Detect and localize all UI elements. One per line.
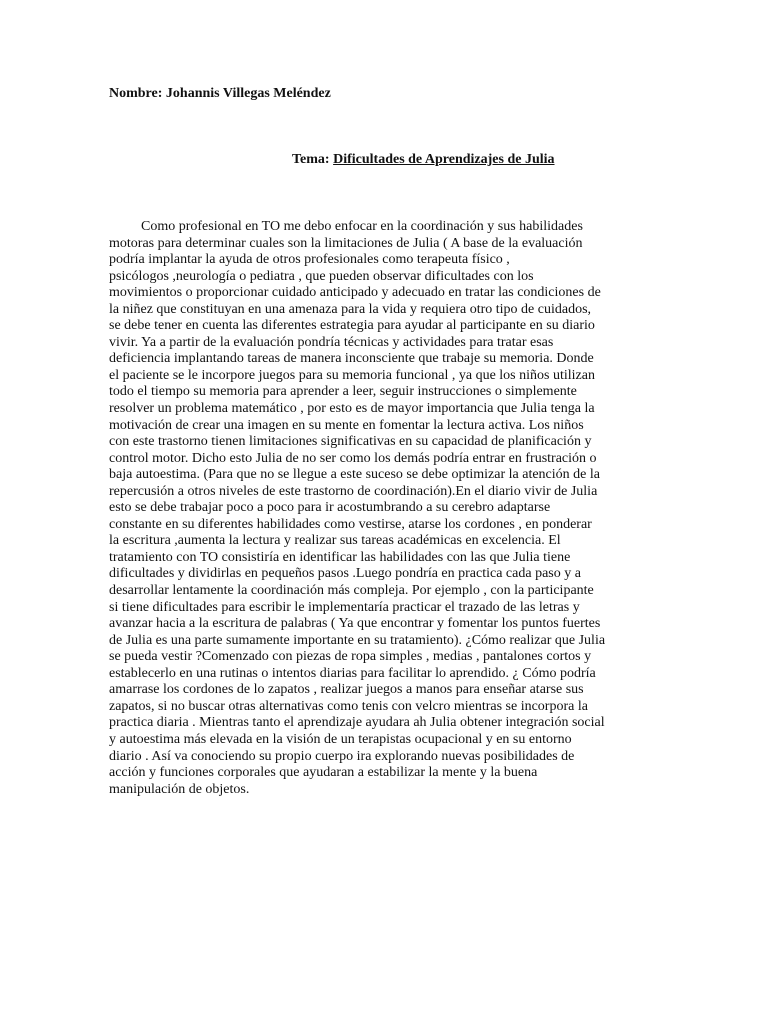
- body-line: vivir. Ya a partir de la evaluación pondría técnicas y actividades para tratar esas: [109, 334, 554, 350]
- body-line: dificultades y dividirlas en pequeños pasos .Luego pondría en practica cada paso y a: [109, 566, 581, 582]
- author-name: Johannis Villegas Meléndez: [165, 86, 331, 101]
- topic-title: Dificultades de Aprendizajes de Julia: [333, 152, 555, 167]
- body-line: se debe tener en cuenta las diferentes estrategia para ayudar al participante en su diario: [109, 318, 595, 334]
- body-line: de Julia es una parte sumamente importante en su tratamiento). ¿Cómo realizar que Julia: [109, 632, 606, 648]
- body-line: diario . Así va conociendo su propio cuerpo ira explorando nuevas posibilidades de: [109, 748, 575, 764]
- body-line: resolver un problema matemático , por esto es de mayor importancia que Julia tenga la: [109, 401, 595, 417]
- body-line: la escritura ,aumenta la lectura y realizar sus tareas académicas en excelencia. El: [109, 533, 561, 549]
- name-label: Nombre:: [109, 86, 163, 101]
- body-line: movimientos o proporcionar cuidado anticipado y adecuado en tratar las condiciones de: [109, 285, 601, 301]
- body-line: acción y funciones corporales que ayudaran a estabilizar la mente y la buena: [109, 765, 538, 781]
- body-line: practica diaria . Mientras tanto el aprendizaje ayudara ah Julia obtener integración social: [109, 715, 605, 731]
- body-line: podría implantar la ayuda de otros profesionales como terapeuta físico ,: [109, 252, 510, 268]
- topic-label: Tema:: [292, 152, 330, 167]
- body-line: constante en su diferentes habilidades como vestirse, atarse los cordones , en ponderar: [109, 516, 592, 532]
- body-paragraph: [109, 219, 605, 798]
- body-line: motoras para determinar cuales son la limitaciones de Julia ( A base de la evaluación: [109, 235, 583, 251]
- body-line: psicólogos ,neurología o pediatra , que pueden observar dificultades con los: [109, 268, 534, 284]
- body-line: se pueda vestir ?Comenzado con piezas de ropa simples , medias , pantalones cortos y: [109, 649, 592, 665]
- body-line: el paciente se le incorpore juegos para su memoria funcional , ya que los niños utilizan: [109, 367, 595, 383]
- body-line: zapatos, si no buscar otras alternativas como tenis con velcro mientras se incorpora la: [109, 698, 588, 714]
- body-line: amarrase los cordones de lo zapatos , realizar juegos a manos para enseñar atarse sus: [109, 682, 584, 698]
- body-line: y autoestima más elevada en la visión de un terapistas ocupacional y en su entorno: [109, 731, 572, 747]
- body-line: la niñez que constituyan en una amenaza para la vida y requiera otro tipo de cuidados,: [109, 301, 592, 317]
- body-line: Como profesional en TO me debo enfocar en la coordinación y sus habilidades: [141, 219, 583, 234]
- body-line: baja autoestima. (Para que no se llegue a este suceso se debe optimizar la atención de la: [109, 467, 600, 483]
- body-line: esto se debe trabajar poco a poco para ir acostumbrando a su cerebro adaptarse: [109, 500, 551, 516]
- topic-line: [292, 152, 555, 168]
- body-line: si tiene dificultades para escribir le implementaría practicar el trazado de las letras y: [109, 599, 580, 615]
- body-line: establecerlo en una rutinas o intentos diarias para facilitar lo aprendido. ¿ Cómo podría: [109, 665, 596, 681]
- body-line: avanzar hacia a la escritura de palabras ( Ya que encontrar y fomentar los puntos fuertes: [109, 616, 601, 632]
- body-line: deficiencia implantando tareas de manera inconsciente que trabaje su memoria. Donde: [109, 351, 594, 367]
- body-line: repercusión a otros niveles de este trastorno de coordinación).En el diario vivir de Julia: [109, 483, 598, 499]
- author-line: [109, 86, 331, 102]
- body-line: con este trastorno tienen limitaciones significativas en su capacidad de planificación y: [109, 434, 592, 450]
- body-line: tratamiento con TO consistiría en identificar las habilidades con las que Julia tiene: [109, 549, 571, 565]
- body-line: todo el tiempo su memoria para aprender a leer, seguir instrucciones o simplemente: [109, 384, 577, 400]
- body-line: manipulación de objetos.: [109, 781, 250, 797]
- body-line: control motor. Dicho esto Julia de no ser como los demás podría entrar en frustración o: [109, 450, 597, 466]
- body-line: desarrollar lentamente la coordinación más compleja. Por ejemplo , con la participante: [109, 583, 594, 599]
- body-line: motivación de crear una imagen en su mente en fomentar la lectura activa. Los niños: [109, 417, 584, 433]
